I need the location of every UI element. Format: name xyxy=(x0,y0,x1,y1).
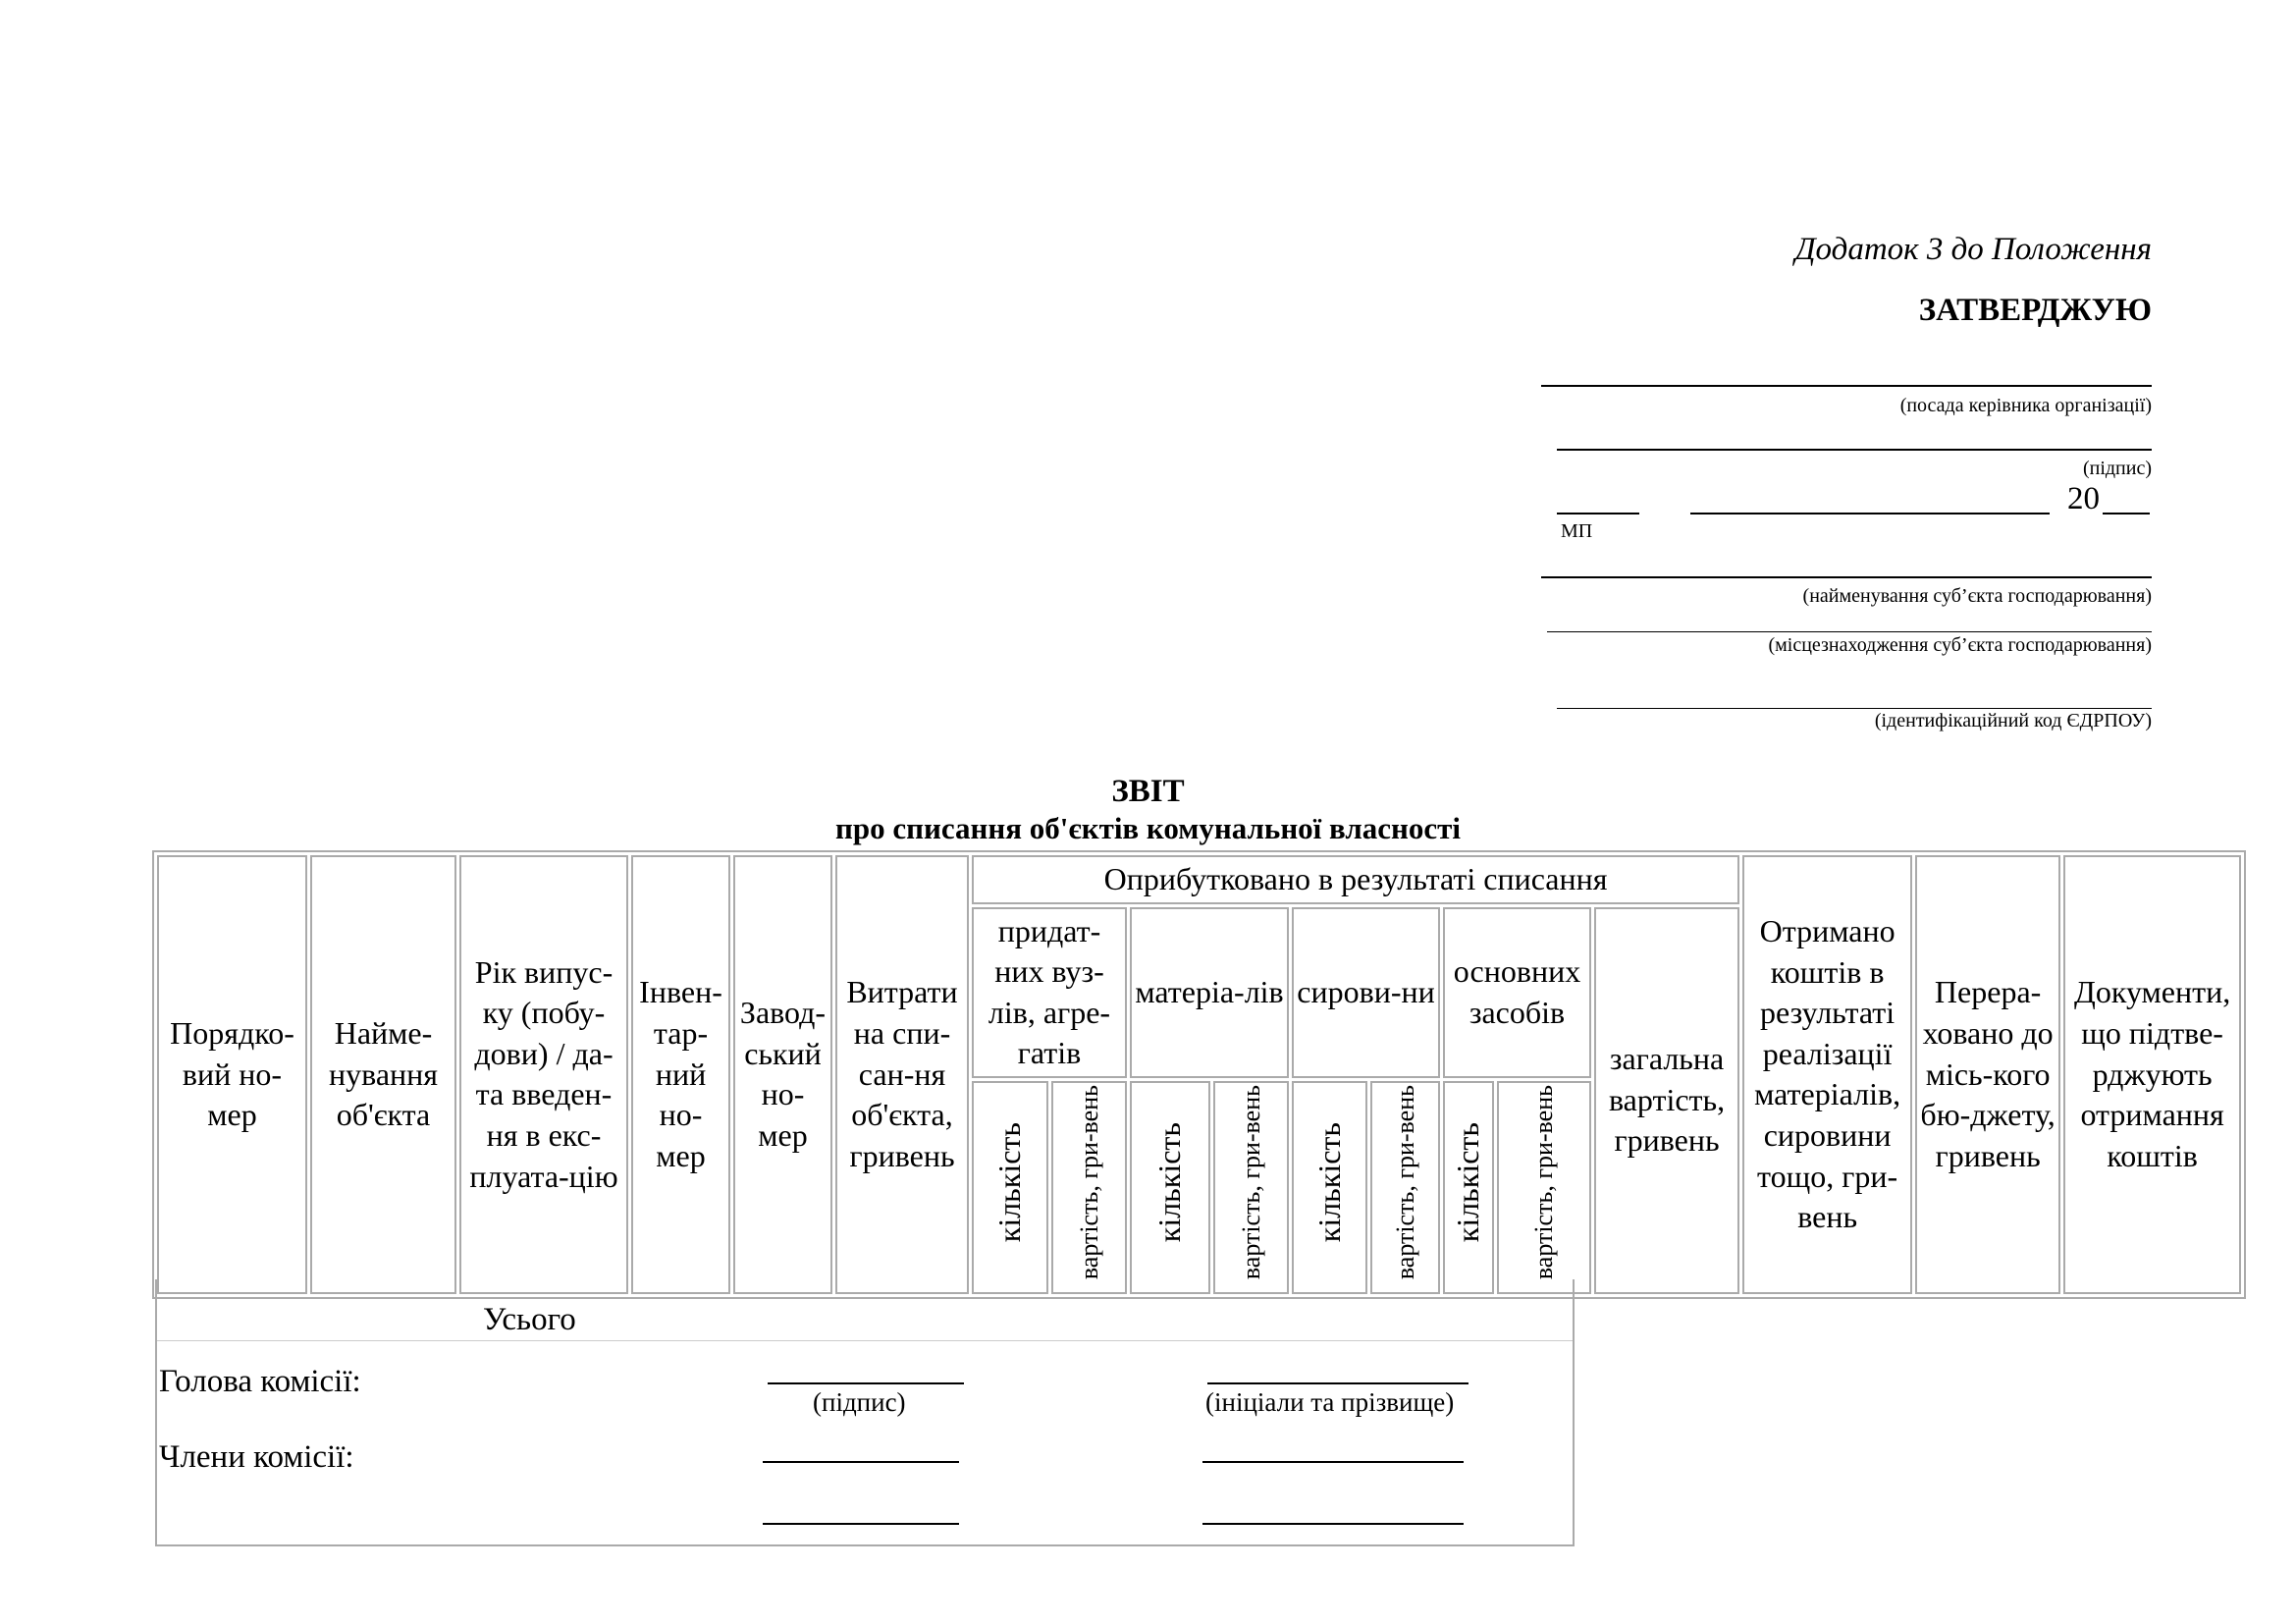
cost-assets-header: вартість, гри-вень xyxy=(1529,1084,1559,1280)
cost-units-cell xyxy=(1051,1081,1127,1294)
qty-materials-cell xyxy=(1130,1081,1210,1294)
entity-caption: (найменування суб’єкта господарювання) xyxy=(1802,585,2152,607)
qty-units-cell xyxy=(972,1081,1048,1294)
sub-assets-header: основних засобів xyxy=(1443,907,1591,1078)
signature-caption: (підпис) xyxy=(2082,458,2152,479)
edrpou-line[interactable] xyxy=(1557,708,2152,709)
position-caption: (посада керівника організації) xyxy=(1899,395,2152,416)
col-year-header: Рік випус-ку (побу-дови) / да-та введен-ня в екс-плуата-цію xyxy=(459,855,628,1294)
chairman-signature-line[interactable] xyxy=(768,1382,964,1384)
group-header: Оприбутковано в результаті списання xyxy=(972,855,1739,904)
sub-materials-header: матеріа-лів xyxy=(1130,907,1289,1078)
qty-assets-header: кількість xyxy=(1450,1121,1486,1243)
report-table xyxy=(152,850,2246,1299)
total-cost-header: загальна вартість, гривень xyxy=(1594,907,1739,1294)
total-divider xyxy=(157,1340,1573,1341)
col-factory-header: Завод-ський но-мер xyxy=(733,855,832,1294)
member1-name-line[interactable] xyxy=(1202,1461,1464,1463)
qty-units-header: кількість xyxy=(991,1121,1028,1243)
cost-units-header: вартість, гри-вень xyxy=(1074,1084,1103,1280)
col-costs-header: Витрати на спи-сан-ня об'єкта, гривень xyxy=(835,855,969,1294)
signatures-block xyxy=(155,1279,1575,1546)
position-line[interactable] xyxy=(1541,385,2152,387)
cost-materials-header: вартість, гри-вень xyxy=(1236,1084,1265,1280)
member1-signature-line[interactable] xyxy=(763,1461,959,1463)
report-subtitle: про списання об'єктів комунальної власності xyxy=(835,811,1461,845)
qty-raw-cell xyxy=(1292,1081,1367,1294)
member2-name-line[interactable] xyxy=(1202,1523,1464,1525)
total-label: Усього xyxy=(483,1302,576,1337)
approve-label: ЗАТВЕРДЖУЮ xyxy=(1918,293,2152,328)
signature-line[interactable] xyxy=(1557,449,2152,451)
chairman-name-line[interactable] xyxy=(1207,1382,1468,1384)
cost-raw-cell xyxy=(1370,1081,1440,1294)
year-line[interactable] xyxy=(2103,513,2150,514)
report-title: ЗВІТ xyxy=(1111,774,1185,809)
qty-raw-header: кількість xyxy=(1310,1121,1347,1243)
entity-line[interactable] xyxy=(1541,576,2152,578)
col-transferred-header: Перера-ховано до місь-кого бю-джету, гривень xyxy=(1915,855,2060,1294)
location-line[interactable] xyxy=(1547,631,2152,632)
member2-signature-line[interactable] xyxy=(763,1523,959,1525)
cost-materials-cell xyxy=(1213,1081,1289,1294)
appendix-label: Додаток 3 до Положення xyxy=(1794,232,2152,267)
month-line[interactable] xyxy=(1690,513,2050,514)
chairman-label: Голова комісії: xyxy=(159,1364,361,1399)
col-name-header: Найме-нування об'єкта xyxy=(310,855,456,1294)
stamp-label: МП xyxy=(1561,520,1593,542)
name-caption-footer: (ініціали та прізвище) xyxy=(1205,1387,1455,1417)
sub-raw-header: сирови-ни xyxy=(1292,907,1440,1078)
qty-materials-header: кількість xyxy=(1151,1121,1188,1243)
location-caption: (місцезнаходження суб’єкта господарювання) xyxy=(1768,634,2152,656)
members-label: Члени комісії: xyxy=(159,1439,354,1475)
signature-caption-footer: (підпис) xyxy=(813,1387,906,1417)
col-inventory-header: Інвен-тар-ний но-мер xyxy=(631,855,730,1294)
cost-assets-cell xyxy=(1497,1081,1591,1294)
edrpou-caption: (ідентифікаційний код ЄДРПОУ) xyxy=(1874,710,2152,731)
col-number-header: Порядко-вий но-мер xyxy=(157,855,307,1294)
sub-units-header: придат-них вуз-лів, агре-гатів xyxy=(972,907,1127,1078)
year-prefix: 20 xyxy=(2067,481,2100,516)
qty-assets-cell xyxy=(1443,1081,1494,1294)
day-line[interactable] xyxy=(1557,513,1639,514)
col-received-header: Отримано коштів в результаті реалізації матеріалів, сировини тощо, гри-вень xyxy=(1742,855,1912,1294)
cost-raw-header: вартість, гри-вень xyxy=(1390,1084,1419,1280)
col-documents-header: Документи, що підтве-рджують отримання коштів xyxy=(2063,855,2241,1294)
